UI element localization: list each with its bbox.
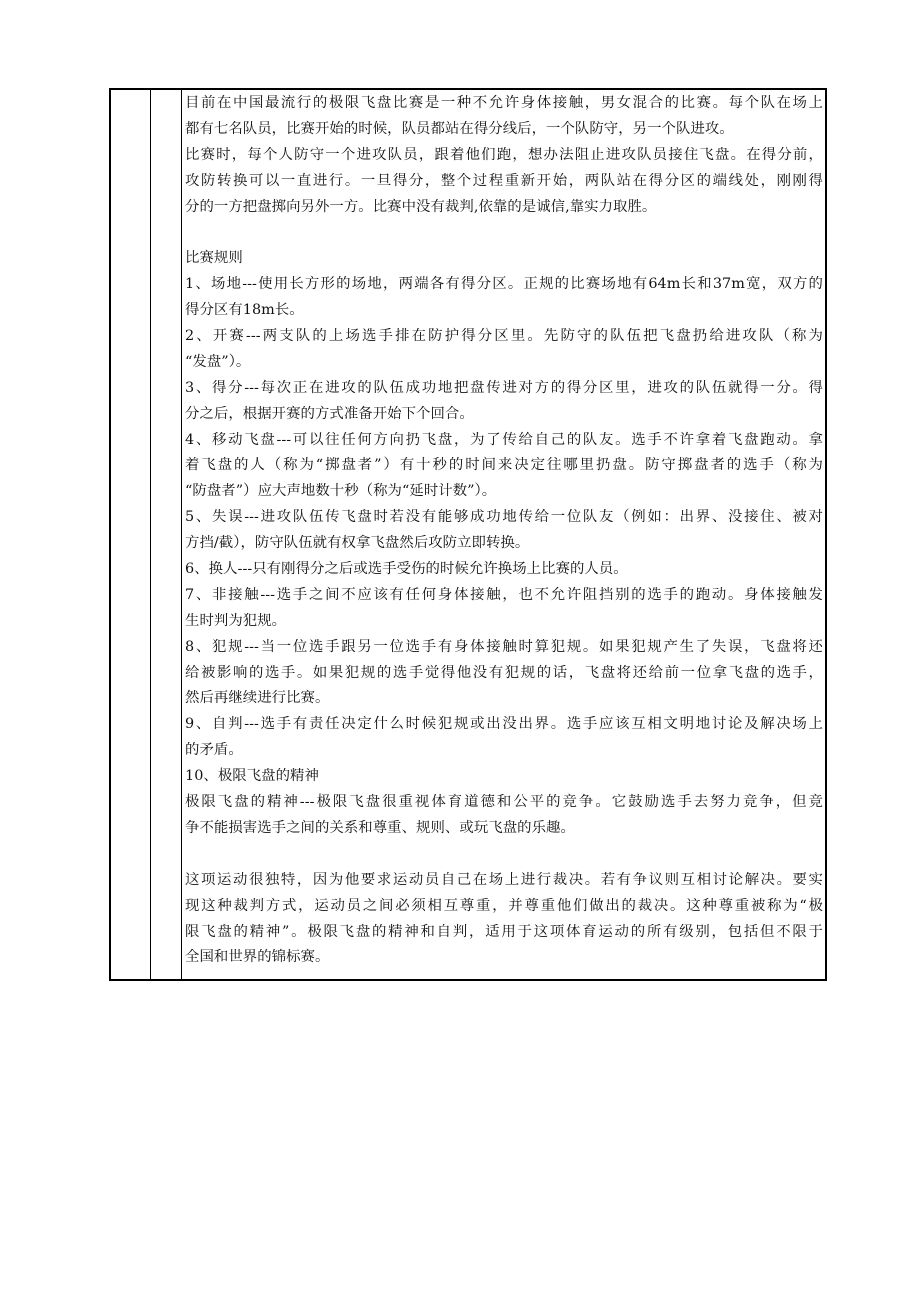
rule-line: 方挡/截），防守队伍就有权拿飞盘然后攻防立即转换。: [185, 535, 530, 552]
rules-list: [185, 272, 823, 842]
rule-line: 着飞盘的人（称为“掷盘者”）有十秒的时间来决定往哪里扔盘。防守掷盘者的选手（称为: [185, 457, 823, 474]
rule-line: “发盘”）。: [185, 353, 251, 370]
table-column-empty-2: [151, 90, 182, 979]
rule-line: 然后再继续进行比赛。: [185, 690, 330, 707]
text-line: 攻防转换可以一直进行。一旦得分，整个过程重新开始，两队站在得分区的端线处，刚刚得: [185, 172, 823, 189]
rule-line: 7、非接触---选手之间不应该有任何身体接触，也不允许阻挡别的选手的跑动。身体接触发: [185, 586, 823, 603]
document-table: [109, 88, 827, 981]
blank-line: [185, 220, 823, 246]
rule-line: 的矛盾。: [185, 742, 243, 759]
rule-line: “防盘者”）应大声地数十秒（称为“延时计数”）。: [185, 483, 497, 500]
text-line: 都有七名队员，比赛开始的时候，队员都站在得分线后，一个队防守，另一个队进攻。: [185, 120, 734, 137]
rule-line: 8、犯规---当一位选手跟另一位选手有身体接触时算犯规。如果犯规产生了失误，飞盘将还: [185, 638, 823, 655]
rule-line: 分之后，根据开赛的方式准备开始下个回合。: [185, 405, 474, 422]
text-line: 全国和世界的锦标赛。: [185, 949, 330, 966]
rule-line: 1、场地---使用长方形的场地，两端各有得分区。正规的比赛场地有64m长和37m宽，双方的: [185, 276, 823, 293]
table-column-empty-1: [111, 90, 151, 979]
blank-line: [185, 842, 823, 868]
text-line: 目前在中国最流行的极限飞盘比赛是一种不允许身体接触，男女混合的比赛。每个队在场上: [185, 95, 823, 111]
text-line: 比赛时，每个人防守一个进攻队员，跟着他们跑，想办法阻止进攻队员接住飞盘。在得分前，: [185, 146, 823, 163]
rule-line: 争不能损害选手之间的关系和尊重、规则、或玩飞盘的乐趣。: [185, 819, 575, 836]
rule-line: 4、移动飞盘---可以往任何方向扔飞盘，为了传给自己的队友。选手不许拿着飞盘跑动。拿: [185, 431, 823, 448]
rules-heading: 比赛规则: [185, 250, 243, 267]
rule-line: 生时判为犯规。: [185, 612, 287, 629]
table-content-cell: [182, 90, 825, 979]
rule-line: 3、得分---每次正在进攻的队伍成功地把盘传进对方的得分区里，进攻的队伍就得一分。得: [185, 379, 823, 396]
rule-line: 5、失误---进攻队伍传飞盘时若没有能够成功地传给一位队友（例如：出界、没接住、被对: [185, 509, 823, 526]
rule-line: 极限飞盘的精神---极限飞盘很重视体育道德和公平的竞争。它鼓励选手去努力竞争，但竞: [185, 794, 823, 811]
rule-line: 给被影响的选手。如果犯规的选手觉得他没有犯规的话，飞盘将还给前一位拿飞盘的选手，: [185, 664, 823, 681]
rule-line: 6、换人---只有刚得分之后或选手受伤的时候允许换场上比赛的人员。: [185, 561, 628, 578]
intro-paragraph: [185, 91, 823, 220]
rule-line: 9、自判---选手有责任决定什么时候犯规或出没出界。选手应该互相文明地讨论及解决场上: [185, 716, 823, 733]
rule-line: 10、极限飞盘的精神: [185, 768, 319, 785]
closing-paragraph: [185, 868, 823, 972]
rule-line: 得分区有18m长。: [185, 302, 304, 319]
text-line: 这项运动很独特，因为他要求运动员自己在场上进行裁决。若有争议则互相讨论解决。要实: [185, 871, 823, 888]
rule-line: 2、开赛---两支队的上场选手排在防护得分区里。先防守的队伍把飞盘扔给进攻队（称为: [185, 328, 823, 345]
text-line: 现这种裁判方式，运动员之间必须相互尊重，并尊重他们做出的裁决。这种尊重被称为“极: [185, 897, 823, 914]
text-line: 分的一方把盘掷向另外一方。比赛中没有裁判,依靠的是诚信,靠实力取胜。: [185, 198, 657, 215]
text-line: 限飞盘的精神”。极限飞盘的精神和自判，适用于这项体育运动的所有级别，包括但不限于: [185, 923, 823, 940]
